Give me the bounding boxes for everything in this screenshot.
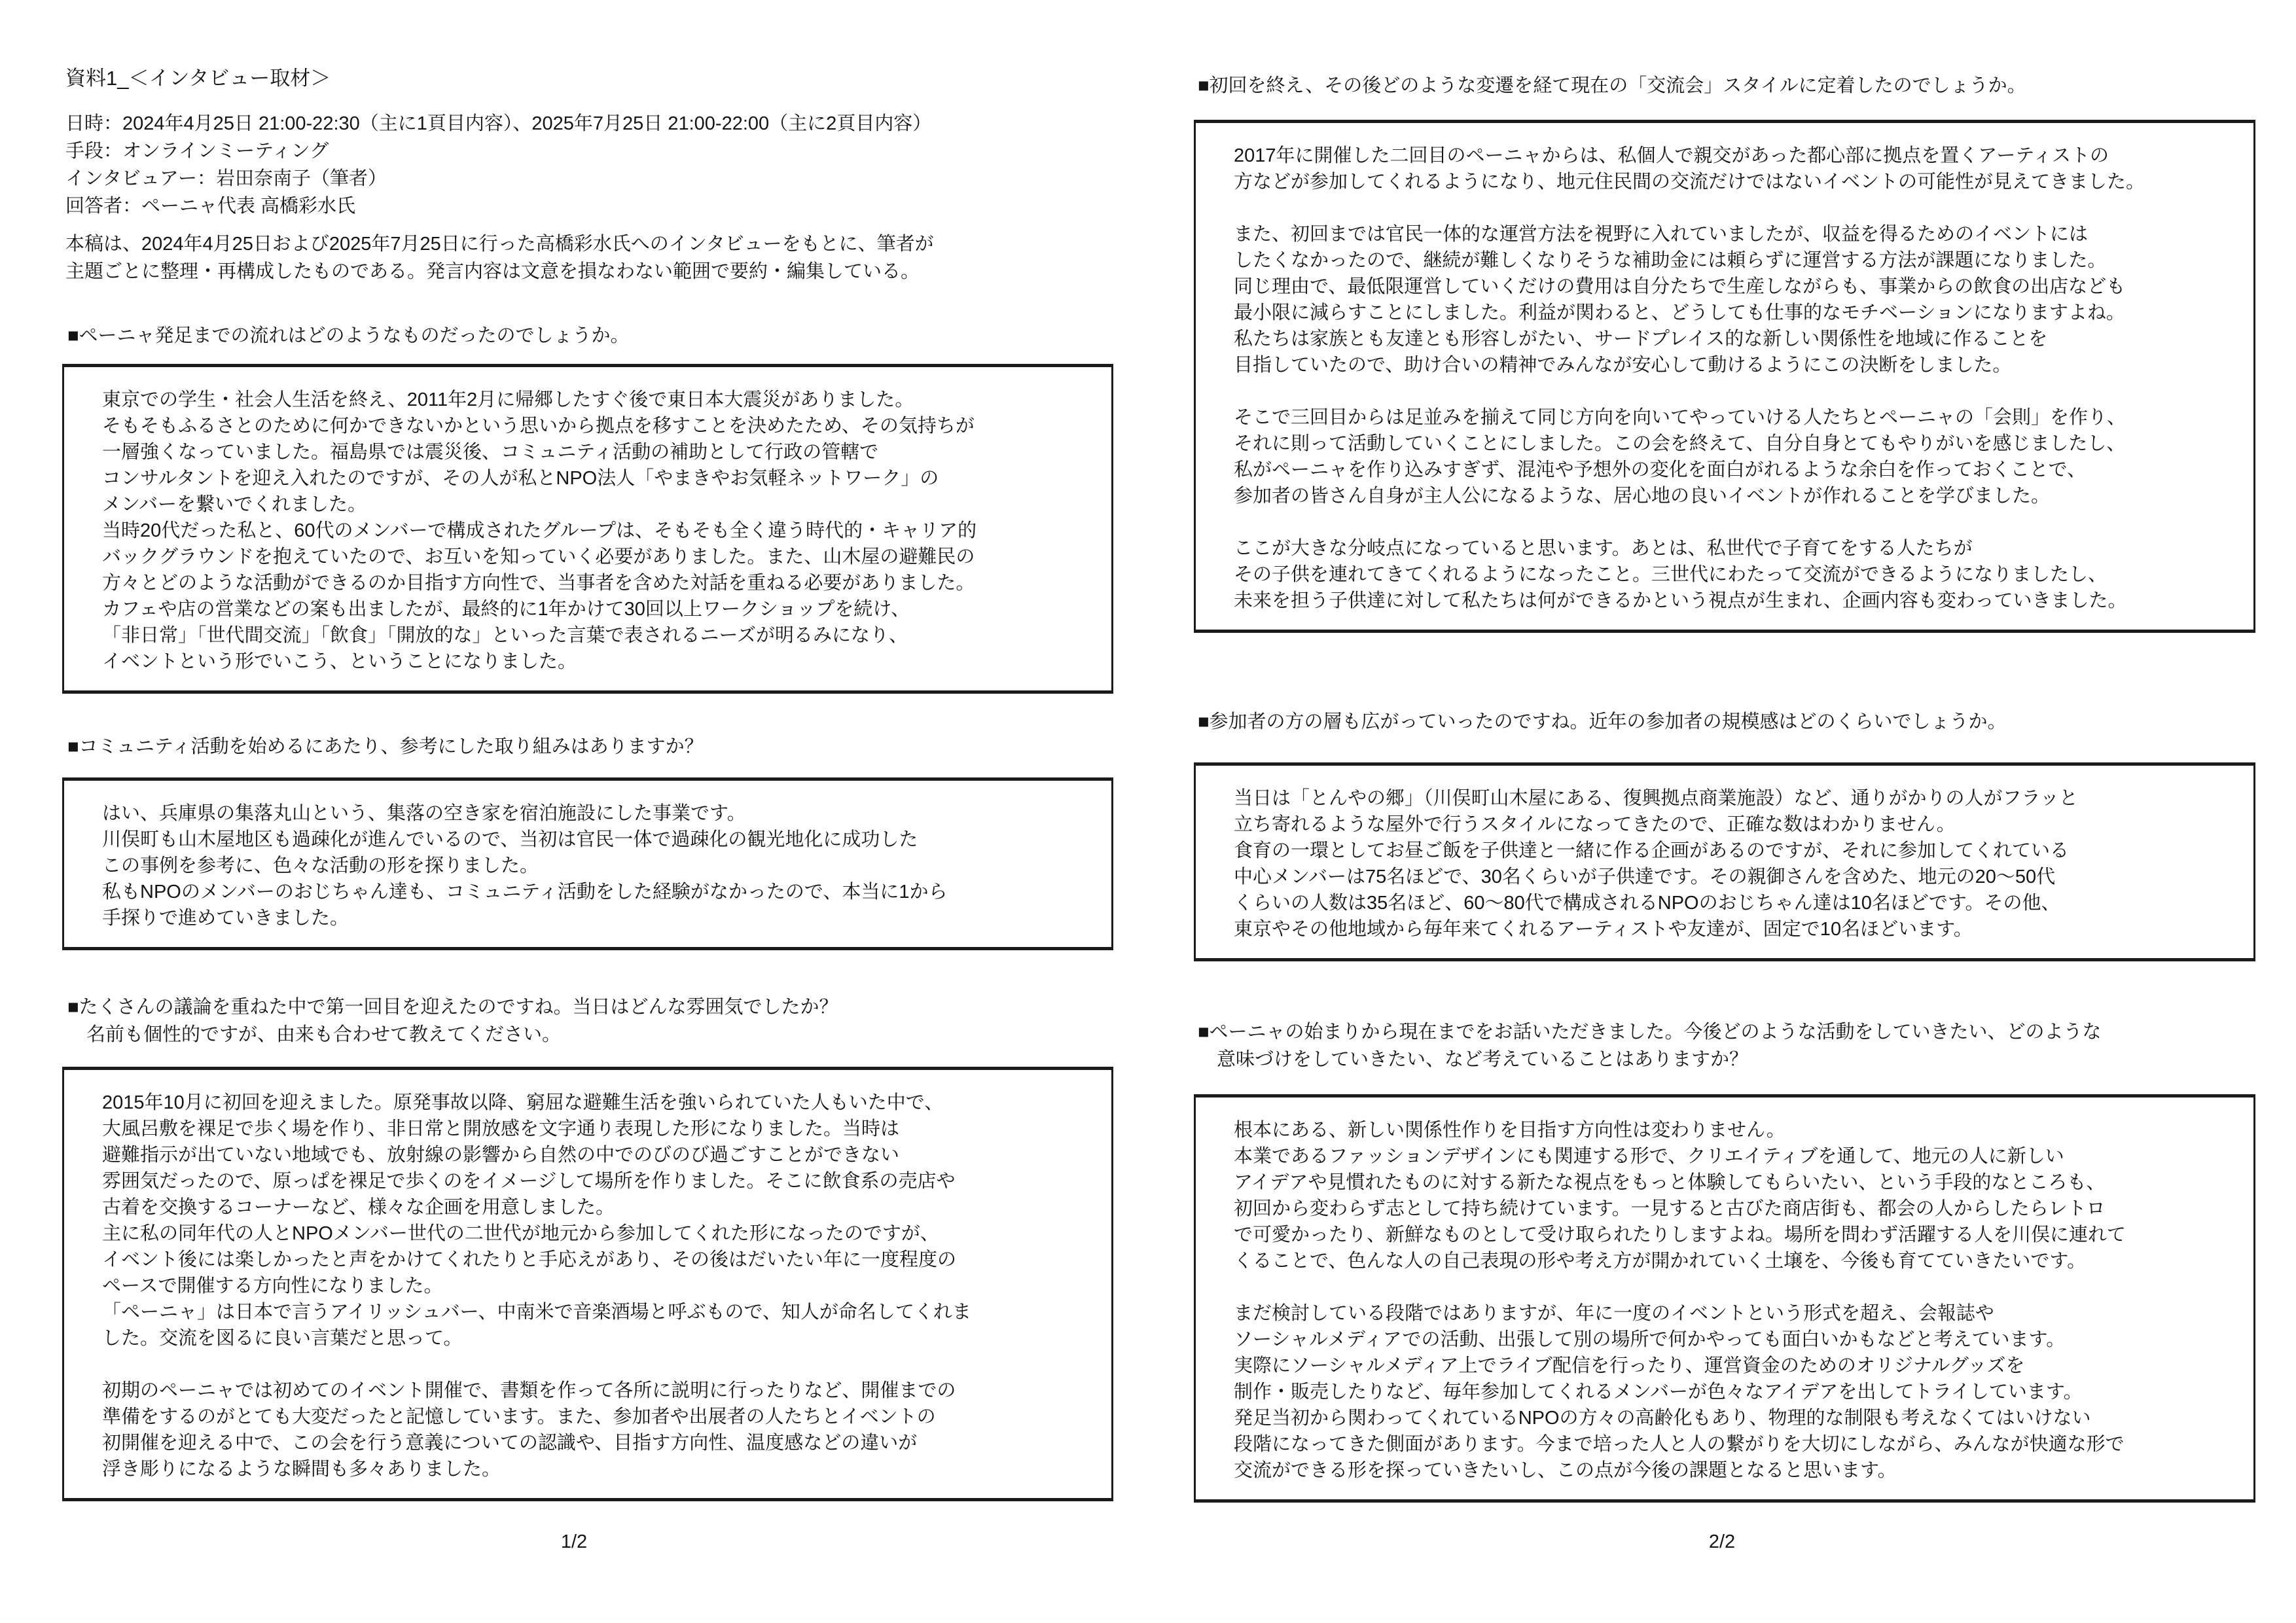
text-line: 一層強くなっていました。福島県では震災後、コミュニティ活動の補助として行政の管轄で (102, 442, 879, 463)
text-line: 「非日常」「世代間交流」「飲食」「開放的な」といった言葉で表されるニーズが明るみになり、 (102, 625, 908, 646)
text-line: 回答者：ペーニャ代表 高橋彩水氏 (65, 196, 356, 217)
text-line: 「ペーニャ」は日本で言うアイリッシュバー、中南米で音楽酒場と呼ぶもので、知人が命名してくれま (102, 1302, 971, 1323)
text-line: 発足当初から関わってくれているNPOの方々の高齢化もあり、物理的な制限も考えなくてはいけない (1234, 1408, 2091, 1429)
text-line: 目指していたので、助け合いの精神でみんなが安心して動けるようにこの決断をしました。 (1234, 355, 2012, 376)
question-5 (1198, 708, 2007, 736)
text-line: した。交流を図るに良い言葉だと思って。 (102, 1328, 463, 1349)
text-line: 日時：2024年4月25日 21:00-22:30（主に1頁目内容）、2025年7月25日 21:00-22:00（主に2頁目内容） (65, 113, 932, 134)
text-line: 名前も個性的ですが、由来も合わせて教えてください。 (67, 1024, 562, 1045)
text-line: メンバーを繋いでくれました。 (102, 494, 367, 515)
document-title: 資料1_＜インタビュー取材＞ (65, 67, 331, 90)
text-line: 本業であるファッションデザインにも関連する形で、クリエイティブを通して、地元の人に新しい (1234, 1146, 2064, 1167)
answer-box-3 (62, 1067, 1113, 1501)
text-line: その子供を連れてきてくれるようになったこと。三世代にわたって交流ができるようになりましたし、 (1234, 564, 2108, 585)
text-line: 手段：オンラインミーティング (65, 141, 329, 162)
text-line: 制作・販売したりなど、毎年参加してくれるメンバーが色々なアイデアを出してトライしています。 (1234, 1382, 2083, 1402)
text-line: ■参加者の方の層も広がっていったのですね。近年の参加者の規模感はどのくらいでしょうか。 (1198, 711, 2007, 732)
text-line: 古着を交換するコーナーなど、様々な企画を用意しました。 (102, 1197, 615, 1218)
text-line: コンサルタントを迎え入れたのですが、その人が私とNPO法人「やまきやお気軽ネットワーク」の (102, 468, 939, 489)
text-line: 私がペーニャを作り込みすぎず、混沌や予想外の変化を面白がれるような余白を作っておくことで、 (1234, 459, 2087, 480)
text-line: くらいの人数は35名ほど、60〜80代で構成されるNPOのおじちゃん達は10名ほどです。その他、 (1234, 893, 2060, 914)
text-line: 初期のペーニャでは初めてのイベント開催で、書類を作って各所に説明に行ったりなど、開催までの (102, 1380, 956, 1401)
text-line: ■ペーニャ発足までの流れはどのようなものだったのでしょうか。 (67, 325, 630, 346)
text-line: くることで、色んな人の自己表現の形や考え方が開かれていく土壌を、今後も育てていきたいです。 (1234, 1251, 2087, 1272)
text-line: 本稿は、2024年4月25日および2025年7月25日に行った高橋彩水氏へのインタビューをもとに、筆者が (65, 234, 934, 255)
answer-box-1 (62, 364, 1113, 694)
text-line: 方などが参加してくれるようになり、地元住民間の交流だけではないイベントの可能性が見えてきました。 (1234, 171, 2145, 192)
question-2 (67, 733, 704, 760)
page-2 (1148, 0, 2296, 1623)
text-line: で可愛かったり、新鮮なものとして受け取られたりしますよね。場所を問わず活躍する人を川俣に連れて (1234, 1224, 2126, 1245)
text-line: 東京やその他地域から毎年来てくれるアーティストや友達が、固定で10名ほどいます。 (1234, 919, 1973, 940)
text-line: まだ検討している段階ではありますが、年に一度のイベントという形式を超え、会報誌や (1234, 1303, 1994, 1324)
text-line: 私もNPOのメンバーのおじちゃん達も、コミュニティ活動をした経験がなかったので、本当に1から (102, 882, 948, 902)
text-line: そもそもふるさとのために何かできないかという思いから拠点を移すことを決めたため、その気持ちが (102, 416, 975, 437)
question-1 (67, 322, 630, 349)
text-line: 準備をするのがとても大変だったと記憶しています。また、参加者や出展者の人たちとイベントの (102, 1406, 936, 1427)
question-4 (1198, 72, 2026, 99)
answer-box-5 (1194, 762, 2255, 961)
interview-meta-block (65, 110, 931, 220)
intro-paragraph (65, 230, 934, 285)
question-6 (1198, 1018, 2102, 1073)
text-line: イベント後には楽しかったと声をかけてくれたりと手応えがあり、その後はだいたい年に一度程度の (102, 1249, 957, 1270)
text-line: ■コミュニティ活動を始めるにあたり、参考にした取り組みはありますか？ (67, 736, 704, 757)
text-line: 根本にある、新しい関係性作りを目指す方向性は変わりません。 (1234, 1120, 1785, 1141)
text-line (1234, 1274, 2230, 1300)
text-line: 実際にソーシャルメディア上でライブ配信を行ったり、運営資金のためのオリジナルグッズを (1234, 1355, 2025, 1376)
text-line: 手探りで進めていきました。 (102, 908, 350, 929)
text-line: それに則って活動していくことにしました。この会を終えて、自分自身とてもやりがいを感じましたし、 (1234, 433, 2126, 454)
text-line: ここが大きな分岐点になっていると思います。あとは、私世代で子育てをする人たちが (1234, 538, 1973, 559)
text-line: 2015年10月に初回を迎えました。原発事故以降、窮屈な避難生活を強いられていた人もいた中で、 (102, 1092, 944, 1113)
answer-box-6 (1194, 1094, 2255, 1503)
text-line: はい、兵庫県の集落丸山という、集落の空き家を宿泊施設にした事業です。 (102, 803, 746, 824)
text-line: アイデアや見慣れたものに対する新たな視点をもっと体験してもらいたい、という手段的なところも、 (1234, 1172, 2106, 1193)
text-line: 主題ごとに整理・再構成したものである。発言内容は文意を損なわない範囲で要約・編集している。 (65, 261, 920, 282)
text-line: また、初回までは官民一体的な運営方法を視野に入れていましたが、収益を得るためのイベントには (1234, 224, 2089, 245)
text-line: 最小限に減らすことにしました。利益が関わると、どうしても仕事的なモチベーションになりますよね。 (1234, 302, 2125, 323)
text-line: 交流ができる形を探っていきたいし、この点が今後の課題となると思います。 (1234, 1460, 1897, 1481)
text-line: バックグラウンドを抱えていたので、お互いを知っていく必要がありました。また、山木屋の避難民の (102, 546, 975, 567)
text-line: そこで三回目からは足並みを揃えて同じ方向を向いてやっていける人たちとペーニャの「会則」を作り、 (1234, 407, 2126, 428)
page-number: 1/2 (560, 1531, 588, 1552)
text-line: 中心メンバーは75名ほどで、30名くらいが子供達です。その親御さんを含めた、地元の20〜50代 (1234, 866, 2056, 887)
text-line: ■ペーニャの始まりから現在までをお話いただきました。今後どのような活動をしていきたい、どのような (1198, 1022, 2102, 1043)
text-line: 東京での学生・社会人生活を終え、2011年2月に帰郷したすぐ後で東日本大震災がありました。 (102, 389, 914, 410)
text-line: 意味づけをしていきたい、など考えていることはありますか？ (1198, 1049, 1749, 1070)
text-line: 川俣町も山木屋地区も過疎化が進んでいるので、当初は官民一体で過疎化の観光地化に成功した (102, 829, 918, 850)
text-line: イベントという形でいこう、ということになりました。 (102, 651, 577, 672)
text-line: ■初回を終え、その後どのような変遷を経て現在の「交流会」スタイルに定着したのでしょうか。 (1198, 75, 2026, 96)
text-line: 当時20代だった私と、60代のメンバーで構成されたグループは、そもそも全く違う時代的・キャリア的 (102, 520, 977, 541)
answer-box-2 (62, 777, 1113, 950)
text-line: 大風呂敷を裸足で歩く場を作り、非日常と開放感を文字通り表現した形になりました。当時は (102, 1118, 900, 1139)
text-line: 初回から変わらず志として持ち続けています。一見すると古びた商店街も、都会の人からしたらレトロ (1234, 1198, 2106, 1219)
text-line: 同じ理由で、最低限運営していくだけの費用は自分たちで生産しながらも、事業からの飲食の出店なども (1234, 276, 2126, 297)
text-line: 立ち寄れるような屋外で行うスタイルになってきたので、正確な数はわかりません。 (1234, 814, 1956, 835)
text-line: ソーシャルメディアでの活動、出張して別の場所で何かやっても面白いかもなどと考えています。 (1234, 1329, 2066, 1350)
text-line: 当日は「とんやの郷」（川俣町山木屋にある、復興拠点商業施設）など、通りがかりの人がフラッと (1234, 788, 2078, 809)
text-line: インタビュアー：岩田奈南子（筆者） (65, 168, 387, 189)
text-line: 私たちは家族とも友達とも形容しがたい、サードプレイス的な新しい関係性を地域に作ることを (1234, 329, 2048, 349)
text-line: カフェや店の営業などの案も出ましたが、最終的に1年かけて30回以上ワークショップを続け、 (102, 599, 910, 620)
text-line: この事例を参考に、色々な活動の形を探りました。 (102, 855, 539, 876)
answer-box-4 (1194, 120, 2255, 633)
text-line: 初開催を迎える中で、この会を行う意義についての認識や、目指す方向性、温度感などの違いが (102, 1433, 918, 1454)
text-line: 方々とどのような活動ができるのか目指す方向性で、当事者を含めた対話を重ねる必要がありました。 (102, 573, 975, 594)
text-line: ペースで開催する方向性になりました。 (102, 1275, 443, 1296)
text-line: したくなかったので、継続が難しくなりそうな補助金には頼らずに運営する方法が課題になりました。 (1234, 250, 2107, 271)
text-line: 浮き彫りになるような瞬間も多々ありました。 (102, 1459, 501, 1480)
text-line: 参加者の皆さん自身が主人公になるような、居心地の良いイベントが作れることを学びました。 (1234, 486, 2051, 507)
text-line (1234, 195, 2230, 221)
text-line: 2017年に開催した二回目のペーニャからは、私個人で親交があった都心部に拠点を置くアーティストの (1234, 145, 2109, 166)
text-line: 段階になってきた側面があります。今まで培った人と人の繋がりを大切にしながら、みんなが快適な形で (1234, 1434, 2125, 1455)
text-line: 主に私の同年代の人とNPOメンバー世代の二世代が地元から参加してくれた形になったのですが、 (102, 1223, 939, 1244)
text-line: 食育の一環としてお昼ご飯を子供達と一緒に作る企画があるのですが、それに参加してくれている (1234, 840, 2070, 861)
text-line (1234, 509, 2230, 535)
page-number: 2/2 (1708, 1531, 1736, 1552)
text-line: 雰囲気だったので、原っぱを裸足で歩くのをイメージして場所を作りました。そこに飲食系の売店や (102, 1171, 956, 1192)
question-3 (67, 993, 838, 1048)
text-line (102, 1351, 1088, 1378)
text-line: 未来を担う子供達に対して私たちは何ができるかという視点が生まれ、企画内容も変わっていきました。 (1234, 590, 2127, 611)
text-line: ■たくさんの議論を重ねた中で第一回目を迎えたのですね。当日はどんな雰囲気でしたか？ (67, 997, 838, 1018)
text-line (1234, 378, 2230, 404)
text-line: 避難指示が出ていない地域でも、放射線の影響から自然の中でのびのび過ごすことができない (102, 1145, 900, 1166)
